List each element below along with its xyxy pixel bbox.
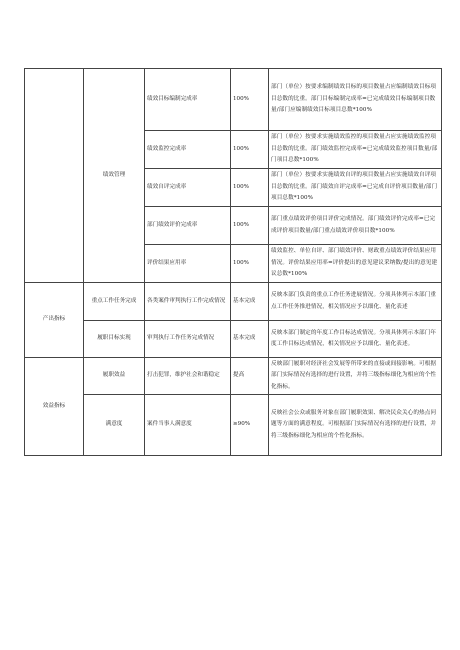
level1-cell-benefit: 效益指标 <box>25 358 84 456</box>
level3-cell: 审判执行工作任务完成情况 <box>145 321 231 358</box>
description-cell: 反映部门履职对经济社会发展等所带来的直接或间接影响。可根据部门实际情况有选择的进行设置，并将三级指标细化为相应的个性化指标。 <box>269 358 442 395</box>
target-cell: ≥90% <box>231 395 269 456</box>
target-cell: 100% <box>231 245 269 283</box>
target-cell: 100% <box>231 207 269 245</box>
level1-cell-output: 产出指标 <box>25 283 84 358</box>
table-row <box>25 283 442 321</box>
level2-cell: 满意度 <box>84 395 145 456</box>
level3-cell: 各类案件审判执行工作完成情况 <box>145 283 231 321</box>
table-row <box>25 358 442 395</box>
target-cell: 基本完成 <box>231 321 269 358</box>
level2-cell: 履职目标实现 <box>84 321 145 358</box>
level2-cell: 履职效益 <box>84 358 145 395</box>
description-cell: 部门重点绩效评价项目评价完成情况。部门绩效评价完成率=已完成评价项目数量/部门重点绩效评价项目数*100% <box>269 207 442 245</box>
description-cell: 绩效监控、单位自评、部门绩效评价、财政重点绩效评价结果应用情况。评价结果应用率=评价提出的意见建议采纳数/提出的意见建议总数*100% <box>269 245 442 283</box>
description-cell: 部门（单位）按要求实施绩效监控的项目数量占应实施绩效监控项目总数的比重。部门绩效监控完成率=已完成绩效监控项目数量/部门项目总数*100% <box>269 131 442 169</box>
level3-cell: 打击犯罪，维护社会和谐稳定 <box>145 358 231 395</box>
target-cell: 基本完成 <box>231 283 269 321</box>
description-cell: 反映本部门负责的重点工作任务进展情况。分项具体列示本部门重点工作任务推进情况，相关情况应予以细化、量化表述 <box>269 283 442 321</box>
level2-cell-perf-mgmt: 绩效管理 <box>84 69 145 283</box>
description-cell: 部门（单位）按要求实施绩效自评的项目数量占应实施绩效自评项目总数的比重。部门绩效自评完成率=已完成自评价项目数量/部门项目总数*100% <box>269 169 442 207</box>
level3-cell: 案件当事人满意度 <box>145 395 231 456</box>
level3-cell: 部门绩效评价完成率 <box>145 207 231 245</box>
level3-cell: 评价结果应用率 <box>145 245 231 283</box>
level1-cell-empty <box>25 69 84 283</box>
target-cell: 100% <box>231 131 269 169</box>
table-row <box>25 321 442 358</box>
level2-cell: 重点工作任务完成 <box>84 283 145 321</box>
description-cell: 反映社会公众或服务对象在部门履职效果、解决民众关心的热点问题等方面的满意程度。可根据部门实际情况有选择的进行设置，并将三级指标细化为相应的个性化指标。 <box>269 395 442 456</box>
description-cell: 反映本部门制定的年度工作目标达成情况。分项具体列示本部门年度工作目标达成情况，相关情况应予以细化、量化表述。 <box>269 321 442 358</box>
table-row <box>25 69 442 131</box>
target-cell: 100% <box>231 69 269 131</box>
description-cell: 部门（单位）按要求编制绩效目标的项目数量占应编制绩效目标项目总数的比重。部门目标编制完成率=已完成绩效目标编制项目数量/部门应编制绩效目标项目总数*100% <box>269 69 442 131</box>
level3-cell: 绩效监控完成率 <box>145 131 231 169</box>
level3-cell: 绩效自评完成率 <box>145 169 231 207</box>
target-cell: 100% <box>231 169 269 207</box>
target-cell: 提高 <box>231 358 269 395</box>
performance-indicator-table <box>24 68 442 456</box>
table-row <box>25 395 442 456</box>
level3-cell: 绩效目标编制完成率 <box>145 69 231 131</box>
